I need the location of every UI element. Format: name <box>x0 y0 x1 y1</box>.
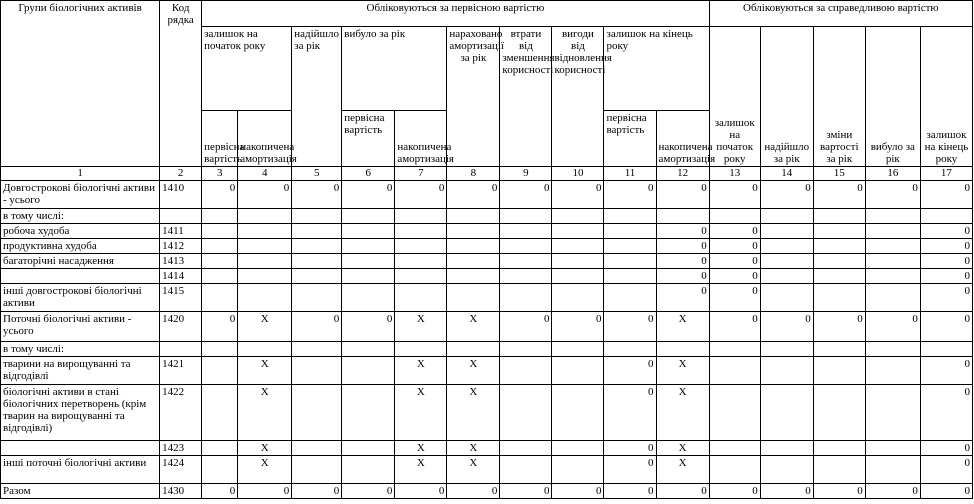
cell-col-4 <box>238 224 292 239</box>
cell-col-4: X <box>238 385 292 441</box>
cell-col-8: X <box>447 456 500 484</box>
cell-col-14 <box>760 284 813 312</box>
cell-col-3 <box>202 239 238 254</box>
cell-col-10 <box>552 284 604 312</box>
cell-col-7 <box>395 239 447 254</box>
row-label: Поточні біологічні активи - усього <box>1 312 160 342</box>
cell-col-10 <box>552 224 604 239</box>
cell-col-5 <box>292 357 342 385</box>
cell-col-3: 0 <box>202 484 238 499</box>
cell-col-8: X <box>447 312 500 342</box>
cell-col-5 <box>292 441 342 456</box>
cell-col-6 <box>342 239 395 254</box>
cell-col-14: 0 <box>760 484 813 499</box>
cell-col-14 <box>760 342 813 357</box>
cell-col-10: 0 <box>552 484 604 499</box>
row-code: 1413 <box>160 254 202 269</box>
cell-col-5 <box>292 224 342 239</box>
cell-col-14: 0 <box>760 312 813 342</box>
table-row <box>1 254 973 269</box>
cell-col-14 <box>760 456 813 484</box>
balance-end-header: залишок на кінець року <box>604 27 709 111</box>
cell-col-5 <box>292 284 342 312</box>
row-label: інші поточні біологічні активи <box>1 456 160 484</box>
column-number-row <box>1 167 973 181</box>
cell-col-3 <box>202 224 238 239</box>
cell-col-13 <box>709 209 760 224</box>
cell-col-5 <box>292 456 342 484</box>
cell-col-15 <box>813 239 865 254</box>
table-row <box>1 441 973 456</box>
header-row-1 <box>1 1 973 27</box>
cell-col-13 <box>709 456 760 484</box>
cell-col-16 <box>865 284 920 312</box>
cell-col-11 <box>604 269 656 284</box>
cell-col-11 <box>604 254 656 269</box>
column-number: 8 <box>447 167 500 181</box>
cell-col-7 <box>395 269 447 284</box>
cell-col-17: 0 <box>920 312 972 342</box>
cell-col-4 <box>238 342 292 357</box>
cell-col-8: X <box>447 441 500 456</box>
cell-col-7 <box>395 342 447 357</box>
column-number: 6 <box>342 167 395 181</box>
cell-col-3 <box>202 269 238 284</box>
cell-col-13: 0 <box>709 269 760 284</box>
cell-col-14 <box>760 254 813 269</box>
cell-col-5: 0 <box>292 181 342 209</box>
cell-col-8: X <box>447 385 500 441</box>
cell-col-6 <box>342 441 395 456</box>
cell-col-13: 0 <box>709 181 760 209</box>
cell-col-10: 0 <box>552 181 604 209</box>
cell-col-6 <box>342 209 395 224</box>
balance-start-header: залишок на початок року <box>202 27 292 111</box>
row-code: 1412 <box>160 239 202 254</box>
cell-col-16 <box>865 342 920 357</box>
cell-col-10 <box>552 456 604 484</box>
cell-col-16: 0 <box>865 181 920 209</box>
cell-col-12: X <box>656 441 709 456</box>
cell-col-5 <box>292 209 342 224</box>
row-label <box>1 269 160 284</box>
initial-cost-end-header: первісна вартість <box>604 111 656 167</box>
cell-col-9 <box>500 224 552 239</box>
cell-col-5 <box>292 342 342 357</box>
cell-col-15 <box>813 284 865 312</box>
cell-col-9 <box>500 254 552 269</box>
cell-col-11 <box>604 224 656 239</box>
cell-col-13 <box>709 385 760 441</box>
cell-col-7: X <box>395 456 447 484</box>
column-number: 11 <box>604 167 656 181</box>
cell-col-6: 0 <box>342 484 395 499</box>
cell-col-14 <box>760 224 813 239</box>
cell-col-9 <box>500 269 552 284</box>
column-number: 2 <box>160 167 202 181</box>
initial-cost-header: Обліковуються за первісною вартістю <box>202 1 710 27</box>
cell-col-3 <box>202 385 238 441</box>
cell-col-6: 0 <box>342 312 395 342</box>
cell-col-6 <box>342 385 395 441</box>
cell-col-12: X <box>656 357 709 385</box>
table-row <box>1 239 973 254</box>
cell-col-12: X <box>656 312 709 342</box>
cell-col-17: 0 <box>920 385 972 441</box>
row-code: 1414 <box>160 269 202 284</box>
cell-col-3 <box>202 441 238 456</box>
accum-depreciation-disposed-header: накопичена амортизація <box>395 111 447 167</box>
cell-col-10 <box>552 269 604 284</box>
cell-col-9 <box>500 456 552 484</box>
column-number: 3 <box>202 167 238 181</box>
cell-col-11 <box>604 284 656 312</box>
cell-col-16 <box>865 224 920 239</box>
cell-col-10 <box>552 342 604 357</box>
cell-col-15 <box>813 342 865 357</box>
cell-col-4: 0 <box>238 181 292 209</box>
table-row <box>1 385 973 441</box>
cell-col-15: 0 <box>813 181 865 209</box>
row-code <box>160 209 202 224</box>
table-row <box>1 209 973 224</box>
groups-header: Групи біологічних активів <box>1 1 160 167</box>
row-code <box>160 342 202 357</box>
column-number: 10 <box>552 167 604 181</box>
cell-col-14 <box>760 441 813 456</box>
cell-col-16 <box>865 239 920 254</box>
cell-col-3 <box>202 357 238 385</box>
cell-col-11: 0 <box>604 385 656 441</box>
cell-col-7: X <box>395 385 447 441</box>
disposed-header: вибуло за рік <box>342 27 447 111</box>
row-code: 1424 <box>160 456 202 484</box>
cell-col-15 <box>813 385 865 441</box>
cell-col-15: 0 <box>813 484 865 499</box>
cell-col-15 <box>813 357 865 385</box>
cell-col-9 <box>500 342 552 357</box>
cell-col-12 <box>656 342 709 357</box>
cell-col-3 <box>202 284 238 312</box>
cell-col-10 <box>552 254 604 269</box>
cell-col-5 <box>292 269 342 284</box>
cell-col-6 <box>342 357 395 385</box>
table-row <box>1 269 973 284</box>
cell-col-14 <box>760 209 813 224</box>
cell-col-12: X <box>656 385 709 441</box>
cell-col-16 <box>865 269 920 284</box>
cell-col-11: 0 <box>604 441 656 456</box>
cell-col-3: 0 <box>202 312 238 342</box>
fv-balance-start-header: залишок на початок року <box>709 27 760 167</box>
cell-col-12: 0 <box>656 239 709 254</box>
cell-col-13 <box>709 342 760 357</box>
cell-col-12: 0 <box>656 254 709 269</box>
cell-col-9 <box>500 284 552 312</box>
cell-col-11 <box>604 239 656 254</box>
column-number: 12 <box>656 167 709 181</box>
cell-col-17: 0 <box>920 224 972 239</box>
table-row <box>1 224 973 239</box>
fv-balance-end-header: залишок на кінець року <box>920 27 972 167</box>
cell-col-14 <box>760 239 813 254</box>
cell-col-16 <box>865 254 920 269</box>
cell-col-17: 0 <box>920 357 972 385</box>
column-number: 14 <box>760 167 813 181</box>
fv-changes-header: зміни вартості за рік <box>813 27 865 167</box>
cell-col-15: 0 <box>813 312 865 342</box>
column-number: 13 <box>709 167 760 181</box>
column-number: 17 <box>920 167 972 181</box>
cell-col-9 <box>500 209 552 224</box>
fv-disposed-header: вибуло за рік <box>865 27 920 167</box>
cell-col-9 <box>500 385 552 441</box>
cell-col-4: X <box>238 456 292 484</box>
row-label <box>1 441 160 456</box>
cell-col-5: 0 <box>292 312 342 342</box>
cell-col-14: 0 <box>760 181 813 209</box>
cell-col-6 <box>342 284 395 312</box>
cell-col-8 <box>447 284 500 312</box>
row-code: 1415 <box>160 284 202 312</box>
cell-col-9: 0 <box>500 484 552 499</box>
impairment-losses-header: втрати від зменшення корисності <box>500 27 552 167</box>
cell-col-16 <box>865 357 920 385</box>
initial-cost-disposed-header: первісна вартість <box>342 111 395 167</box>
cell-col-10 <box>552 441 604 456</box>
accum-depreciation-start-header: накопичена амортизація <box>238 111 292 167</box>
row-label: в тому числі: <box>1 209 160 224</box>
cell-col-15 <box>813 224 865 239</box>
cell-col-8 <box>447 269 500 284</box>
cell-col-17: 0 <box>920 269 972 284</box>
cell-col-17: 0 <box>920 441 972 456</box>
cell-col-6 <box>342 342 395 357</box>
cell-col-17: 0 <box>920 181 972 209</box>
cell-col-17 <box>920 342 972 357</box>
cell-col-11 <box>604 209 656 224</box>
cell-col-8: 0 <box>447 181 500 209</box>
row-label: продуктивна худоба <box>1 239 160 254</box>
cell-col-16 <box>865 441 920 456</box>
cell-col-7: X <box>395 441 447 456</box>
row-label: робоча худоба <box>1 224 160 239</box>
cell-col-8 <box>447 209 500 224</box>
cell-col-17: 0 <box>920 239 972 254</box>
cell-col-15 <box>813 209 865 224</box>
table-row <box>1 357 973 385</box>
column-number: 9 <box>500 167 552 181</box>
cell-col-12 <box>656 209 709 224</box>
cell-col-17: 0 <box>920 284 972 312</box>
cell-col-17 <box>920 209 972 224</box>
table-row <box>1 284 973 312</box>
cell-col-15 <box>813 441 865 456</box>
row-label: в тому числі: <box>1 342 160 357</box>
cell-col-17: 0 <box>920 254 972 269</box>
cell-col-9: 0 <box>500 181 552 209</box>
cell-col-3 <box>202 209 238 224</box>
cell-col-15 <box>813 254 865 269</box>
cell-col-5 <box>292 385 342 441</box>
cell-col-4: X <box>238 312 292 342</box>
column-number: 1 <box>1 167 160 181</box>
cell-col-12: 0 <box>656 269 709 284</box>
cell-col-11: 0 <box>604 181 656 209</box>
cell-col-16: 0 <box>865 484 920 499</box>
cell-col-3 <box>202 456 238 484</box>
cell-col-4: 0 <box>238 484 292 499</box>
cell-col-3 <box>202 342 238 357</box>
cell-col-6 <box>342 224 395 239</box>
cell-col-13: 0 <box>709 484 760 499</box>
cell-col-9 <box>500 441 552 456</box>
cell-col-11: 0 <box>604 456 656 484</box>
fair-value-header: Обліковуються за справедливою вартістю <box>709 1 972 27</box>
cell-col-13: 0 <box>709 312 760 342</box>
column-number: 4 <box>238 167 292 181</box>
cell-col-10 <box>552 239 604 254</box>
impairment-gains-header: вигоди від відновлення корисності <box>552 27 604 167</box>
cell-col-17: 0 <box>920 484 972 499</box>
cell-col-6 <box>342 269 395 284</box>
cell-col-13: 0 <box>709 254 760 269</box>
cell-col-8 <box>447 342 500 357</box>
row-label: Довгострокові біологічні активи - усього <box>1 181 160 209</box>
cell-col-3: 0 <box>202 181 238 209</box>
cell-col-10: 0 <box>552 312 604 342</box>
cell-col-4: X <box>238 441 292 456</box>
cell-col-7 <box>395 254 447 269</box>
cell-col-13 <box>709 357 760 385</box>
cell-col-7 <box>395 224 447 239</box>
cell-col-14 <box>760 269 813 284</box>
cell-col-7: X <box>395 312 447 342</box>
table-row <box>1 342 973 357</box>
cell-col-4: X <box>238 357 292 385</box>
table-row <box>1 456 973 484</box>
row-code: 1422 <box>160 385 202 441</box>
cell-col-10 <box>552 357 604 385</box>
cell-col-16: 0 <box>865 312 920 342</box>
cell-col-3 <box>202 254 238 269</box>
cell-col-12: 0 <box>656 181 709 209</box>
cell-col-15 <box>813 456 865 484</box>
cell-col-8 <box>447 254 500 269</box>
cell-col-16 <box>865 456 920 484</box>
row-label: тварини на вирощуванні та відгодівлі <box>1 357 160 385</box>
row-code: 1423 <box>160 441 202 456</box>
column-number: 5 <box>292 167 342 181</box>
cell-col-16 <box>865 209 920 224</box>
cell-col-6 <box>342 254 395 269</box>
cell-col-4 <box>238 269 292 284</box>
row-code: 1430 <box>160 484 202 499</box>
cell-col-13: 0 <box>709 224 760 239</box>
column-number: 15 <box>813 167 865 181</box>
initial-cost-start-header: первісна вартість <box>202 111 238 167</box>
cell-col-11: 0 <box>604 357 656 385</box>
cell-col-11: 0 <box>604 484 656 499</box>
cell-col-7: 0 <box>395 484 447 499</box>
column-number: 16 <box>865 167 920 181</box>
cell-col-8 <box>447 239 500 254</box>
depreciation-header: нараховано амортизації за рік <box>447 27 500 167</box>
cell-col-11: 0 <box>604 312 656 342</box>
cell-col-7 <box>395 209 447 224</box>
table-row <box>1 312 973 342</box>
cell-col-13 <box>709 441 760 456</box>
cell-col-5: 0 <box>292 484 342 499</box>
row-label: інші довгострокові біологічні активи <box>1 284 160 312</box>
table-row <box>1 484 973 499</box>
cell-col-14 <box>760 357 813 385</box>
row-code: 1420 <box>160 312 202 342</box>
code-header: Код рядка <box>160 1 202 167</box>
cell-col-4 <box>238 239 292 254</box>
cell-col-14 <box>760 385 813 441</box>
row-label: багаторічні насадження <box>1 254 160 269</box>
cell-col-17: 0 <box>920 456 972 484</box>
cell-col-8 <box>447 224 500 239</box>
cell-col-4 <box>238 284 292 312</box>
cell-col-12: 0 <box>656 224 709 239</box>
column-number: 7 <box>395 167 447 181</box>
row-label: Разом <box>1 484 160 499</box>
cell-col-6: 0 <box>342 181 395 209</box>
cell-col-9: 0 <box>500 312 552 342</box>
fv-received-header: надійшло за рік <box>760 27 813 167</box>
data-rows <box>1 181 973 499</box>
cell-col-8: X <box>447 357 500 385</box>
cell-col-7 <box>395 284 447 312</box>
cell-col-12: 0 <box>656 484 709 499</box>
cell-col-12: 0 <box>656 284 709 312</box>
row-code: 1410 <box>160 181 202 209</box>
table-row <box>1 181 973 209</box>
cell-col-12: X <box>656 456 709 484</box>
cell-col-5 <box>292 239 342 254</box>
cell-col-13: 0 <box>709 239 760 254</box>
cell-col-8: 0 <box>447 484 500 499</box>
cell-col-10 <box>552 385 604 441</box>
cell-col-5 <box>292 254 342 269</box>
cell-col-15 <box>813 269 865 284</box>
cell-col-13: 0 <box>709 284 760 312</box>
row-label: біологічні активи в стані біологічних перетворень (крім тварин на вирощуванні та відгодівлі) <box>1 385 160 441</box>
cell-col-7: 0 <box>395 181 447 209</box>
cell-col-11 <box>604 342 656 357</box>
row-code: 1411 <box>160 224 202 239</box>
row-code: 1421 <box>160 357 202 385</box>
cell-col-4 <box>238 209 292 224</box>
cell-col-7: X <box>395 357 447 385</box>
cell-col-16 <box>865 385 920 441</box>
cell-col-10 <box>552 209 604 224</box>
cell-col-9 <box>500 357 552 385</box>
cell-col-9 <box>500 239 552 254</box>
cell-col-6 <box>342 456 395 484</box>
cell-col-4 <box>238 254 292 269</box>
received-header: надійшло за рік <box>292 27 342 167</box>
accum-depreciation-end-header: накопичена амортизація <box>656 111 709 167</box>
